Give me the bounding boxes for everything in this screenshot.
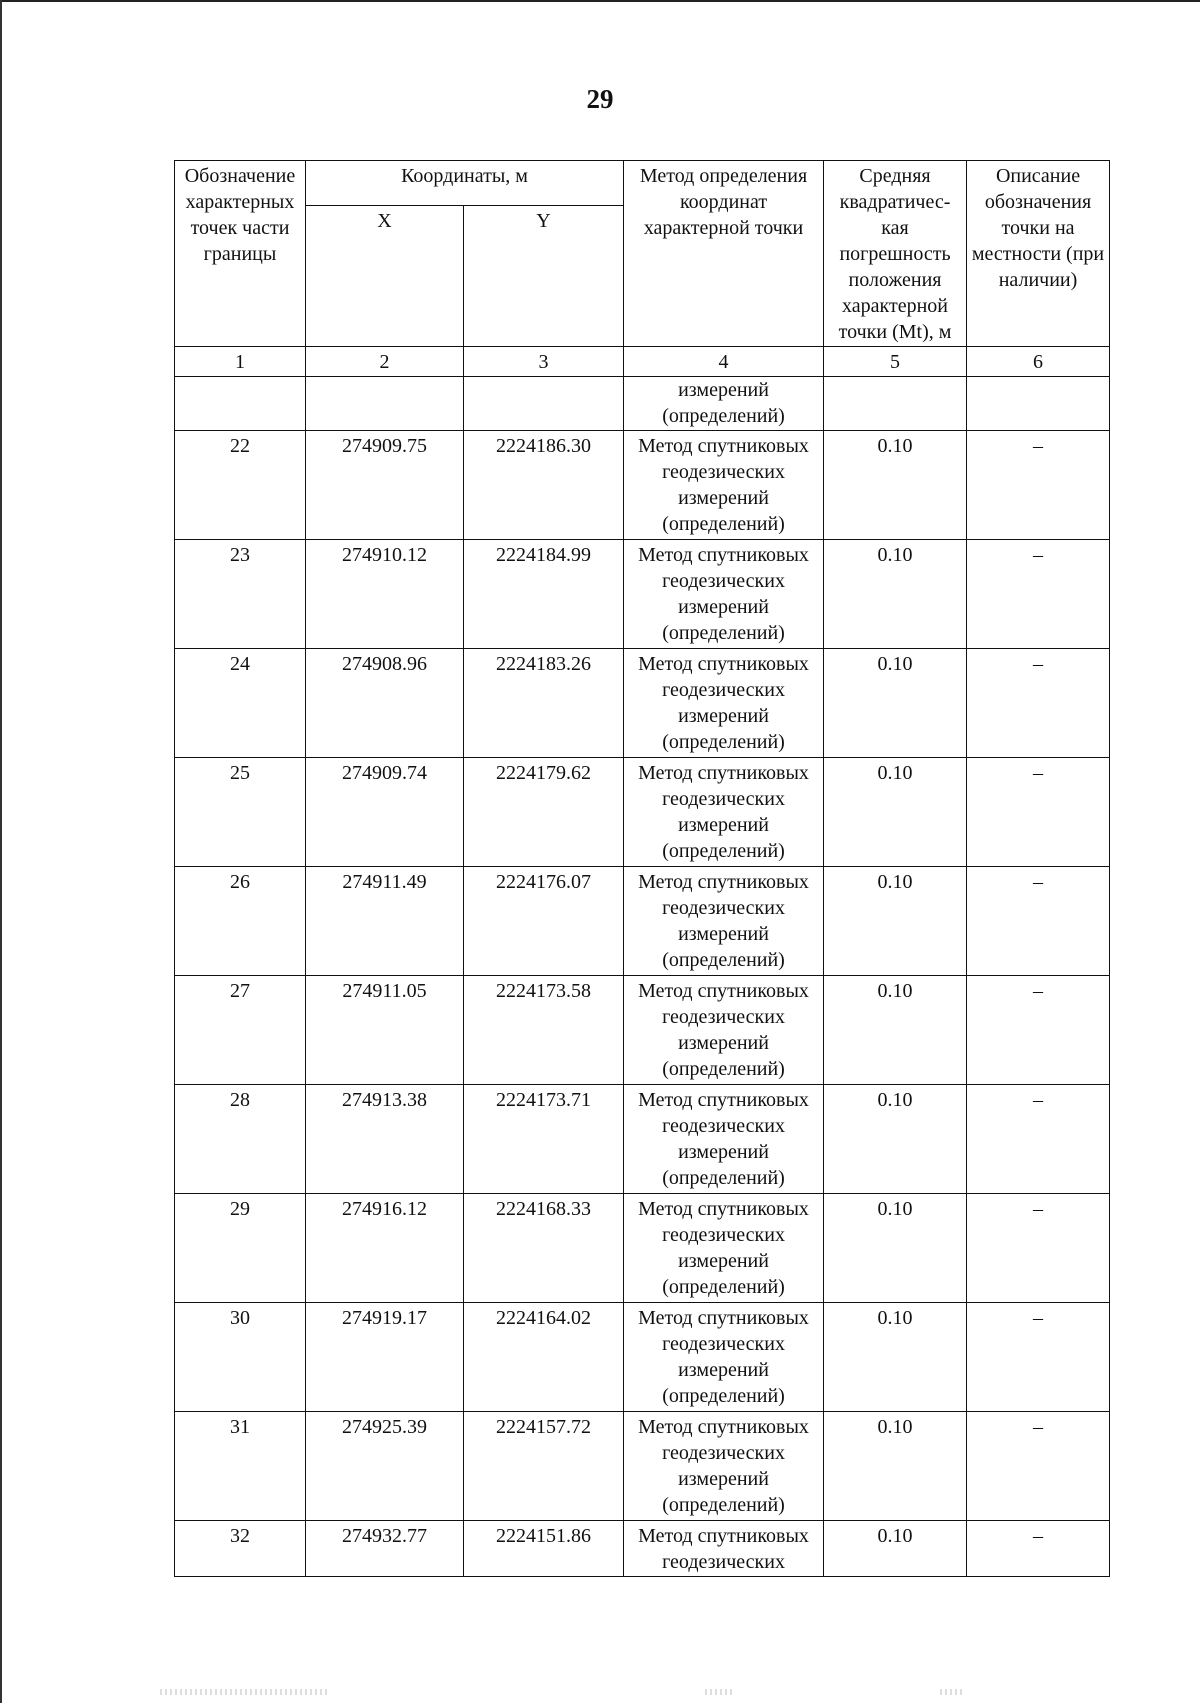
column-number: 4 — [624, 347, 824, 377]
cell-x: 274911.49 — [306, 867, 464, 976]
cell-point: 27 — [175, 976, 306, 1085]
scan-edge-top — [0, 0, 1200, 2]
header-coordinates: Координаты, м — [306, 161, 624, 206]
cell-error: 0.10 — [824, 1412, 967, 1521]
cell-y: 2224179.62 — [464, 758, 624, 867]
scan-noise — [160, 1689, 330, 1695]
table-row — [175, 1194, 1110, 1303]
cell-method: Метод спутниковых геодезических измерений (определений) — [624, 1412, 824, 1521]
cell-description: – — [967, 649, 1110, 758]
cell-description: – — [967, 867, 1110, 976]
cell-x: 274911.05 — [306, 976, 464, 1085]
table-row — [175, 867, 1110, 976]
cell-point: 29 — [175, 1194, 306, 1303]
cell-point: 31 — [175, 1412, 306, 1521]
header-method: Метод определения координат характерной точки — [624, 161, 824, 347]
header-error: Средняя квадратичес-кая погрешность положения характерной точки (Mt), м — [824, 161, 967, 347]
table-row — [175, 976, 1110, 1085]
table-row — [175, 1521, 1110, 1577]
scan-noise — [705, 1689, 735, 1695]
column-number: 6 — [967, 347, 1110, 377]
column-number: 2 — [306, 347, 464, 377]
cell-y: 2224173.71 — [464, 1085, 624, 1194]
cell-x: 274909.74 — [306, 758, 464, 867]
cell-x: 274913.38 — [306, 1085, 464, 1194]
cell-point: 26 — [175, 867, 306, 976]
cell-error: 0.10 — [824, 1194, 967, 1303]
cell-error: 0.10 — [824, 431, 967, 540]
cell-description: – — [967, 540, 1110, 649]
cell-method: Метод спутниковых геодезических измерений (определений) — [624, 1194, 824, 1303]
table-row — [175, 1085, 1110, 1194]
scan-edge-left — [0, 0, 2, 1703]
scan-noise — [940, 1689, 965, 1695]
cell-description: – — [967, 1085, 1110, 1194]
cell-x: 274932.77 — [306, 1521, 464, 1577]
page-number: 29 — [586, 84, 614, 114]
cell-error: 0.10 — [824, 1303, 967, 1412]
cell-y: 2224151.86 — [464, 1521, 624, 1577]
cell-description: – — [967, 1303, 1110, 1412]
table-row — [175, 649, 1110, 758]
cell-error: 0.10 — [824, 758, 967, 867]
cell-description: – — [967, 1194, 1110, 1303]
coordinates-table — [174, 160, 1110, 1577]
cell-error: 0.10 — [824, 540, 967, 649]
column-number: 1 — [175, 347, 306, 377]
cell-x: 274925.39 — [306, 1412, 464, 1521]
cell-y — [464, 377, 624, 431]
cell-y: 2224184.99 — [464, 540, 624, 649]
cell-method: Метод спутниковых геодезических измерений (определений) — [624, 1085, 824, 1194]
cell-method: Метод спутниковых геодезических измерений (определений) — [624, 540, 824, 649]
table-row — [175, 431, 1110, 540]
cell-description — [967, 377, 1110, 431]
header-x: X — [306, 205, 464, 346]
cell-point: 23 — [175, 540, 306, 649]
cell-point: 32 — [175, 1521, 306, 1577]
cell-y: 2224183.26 — [464, 649, 624, 758]
cell-error — [824, 377, 967, 431]
cell-point: 22 — [175, 431, 306, 540]
cell-method: Метод спутниковых геодезических измерений (определений) — [624, 1303, 824, 1412]
table-row — [175, 1303, 1110, 1412]
cell-y: 2224157.72 — [464, 1412, 624, 1521]
table-row — [175, 1412, 1110, 1521]
header-description: Описание обозначения точки на местности (при наличии) — [967, 161, 1110, 347]
cell-y: 2224164.02 — [464, 1303, 624, 1412]
cell-x: 274916.12 — [306, 1194, 464, 1303]
cell-error: 0.10 — [824, 976, 967, 1085]
cell-point: 24 — [175, 649, 306, 758]
cell-x: 274919.17 — [306, 1303, 464, 1412]
cell-y: 2224186.30 — [464, 431, 624, 540]
cell-method: Метод спутниковых геодезических — [624, 1521, 824, 1577]
cell-description: – — [967, 431, 1110, 540]
cell-x: 274910.12 — [306, 540, 464, 649]
cell-description: – — [967, 1412, 1110, 1521]
header-designation: Обозначение характерных точек части границы — [175, 161, 306, 347]
cell-point: 30 — [175, 1303, 306, 1412]
cell-x — [306, 377, 464, 431]
table-body — [175, 377, 1110, 1577]
cell-description: – — [967, 1521, 1110, 1577]
cell-error: 0.10 — [824, 1085, 967, 1194]
column-number: 3 — [464, 347, 624, 377]
cell-method: Метод спутниковых геодезических измерений (определений) — [624, 758, 824, 867]
cell-error: 0.10 — [824, 1521, 967, 1577]
cell-description: – — [967, 758, 1110, 867]
cell-method: Метод спутниковых геодезических измерений (определений) — [624, 649, 824, 758]
cell-point: 28 — [175, 1085, 306, 1194]
cell-method: Метод спутниковых геодезических измерений (определений) — [624, 867, 824, 976]
cell-method: Метод спутниковых геодезических измерений (определений) — [624, 431, 824, 540]
cell-y: 2224176.07 — [464, 867, 624, 976]
cell-method: Метод спутниковых геодезических измерений (определений) — [624, 976, 824, 1085]
table-row — [175, 758, 1110, 867]
table-header — [175, 161, 1110, 377]
continuation-row — [175, 377, 1110, 431]
cell-error: 0.10 — [824, 867, 967, 976]
cell-point — [175, 377, 306, 431]
cell-method: измерений (определений) — [624, 377, 824, 431]
cell-error: 0.10 — [824, 649, 967, 758]
column-number: 5 — [824, 347, 967, 377]
table-row — [175, 540, 1110, 649]
header-y: Y — [464, 205, 624, 346]
cell-x: 274908.96 — [306, 649, 464, 758]
cell-y: 2224173.58 — [464, 976, 624, 1085]
cell-y: 2224168.33 — [464, 1194, 624, 1303]
cell-description: – — [967, 976, 1110, 1085]
cell-point: 25 — [175, 758, 306, 867]
cell-x: 274909.75 — [306, 431, 464, 540]
